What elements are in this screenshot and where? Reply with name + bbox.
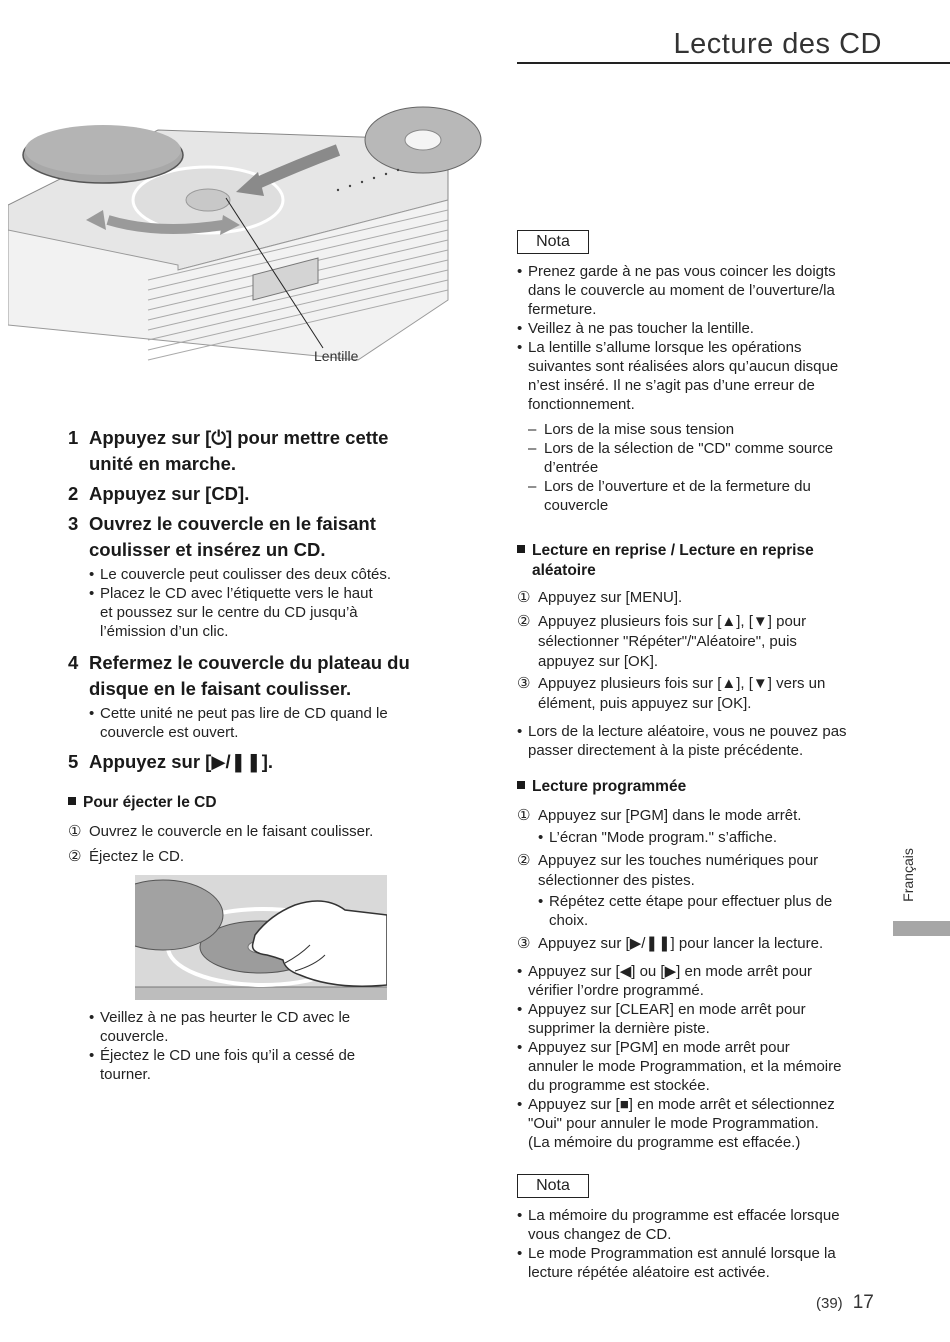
bullet-item: • Veillez à ne pas toucher la lentille. (517, 319, 897, 338)
eject-step-1: ① Ouvrez le couvercle en le faisant coulisser. (68, 823, 374, 840)
step-3-notes (89, 565, 429, 641)
bullet-continuation: passer directement à la piste précédente. (528, 742, 804, 759)
step-2 (68, 481, 488, 507)
header-rule (517, 62, 950, 64)
step-text: disque en le faisant coulisser. (89, 678, 352, 699)
step-text: Appuyez sur [CD]. (89, 483, 250, 504)
eject-illustration (135, 875, 387, 1000)
language-tab-marker (893, 921, 950, 936)
bullet-continuation: l’émission d’un clic. (100, 623, 229, 640)
bullet-continuation: fermeture. (528, 301, 597, 318)
step-number: 1 (68, 427, 79, 448)
bullet-item: • Cette unité ne peut pas lire de CD quand le (89, 704, 429, 723)
bullet-continuation: (La mémoire du programme est effacée.) (528, 1134, 801, 1151)
bullet-continuation: lecture répétée aléatoire est activée. (528, 1264, 770, 1281)
bullet-item: • La lentille s’allume lorsque les opérations (517, 338, 897, 357)
repeat-step-2: ② Appuyez plusieurs fois sur [▲], [▼] pour sélectionner "Répéter"/"Aléatoire", puis appuyez sur [OK]. (517, 613, 807, 670)
step-text: Appuyez sur [⏻] pour mettre cette (89, 427, 389, 448)
nota-label: Nota (517, 1174, 589, 1198)
lens-label: Lentille (314, 348, 359, 364)
repeat-step-3: ③ Appuyez plusieurs fois sur [▲], [▼] vers un élément, puis appuyez sur [OK]. (517, 675, 826, 712)
bullet-item: • Prenez garde à ne pas vous coincer les doigts (517, 262, 897, 281)
dash-item: – Lors de l’ouverture et de la fermeture du (528, 477, 898, 496)
bullet-continuation: supprimer la dernière piste. (528, 1020, 710, 1037)
step-text: Refermez le couvercle du plateau du (89, 652, 410, 673)
bullet-item: • Le couvercle peut coulisser des deux côtés. (89, 565, 429, 584)
bullet-item: • Appuyez sur [PGM] en mode arrêt pour (517, 1038, 897, 1057)
dash-item: – Lors de la mise sous tension (528, 420, 898, 439)
bullet-item: • Appuyez sur [■] en mode arrêt et sélectionnez (517, 1095, 897, 1114)
bullet-continuation: dans le couvercle au moment de l’ouverture/la (528, 282, 835, 299)
bullet-item: • Veillez à ne pas heurter le CD avec le (89, 1008, 429, 1027)
bullet-item: • Lors de la lecture aléatoire, vous ne pouvez pas (517, 722, 897, 741)
program-step-1-note (538, 828, 888, 847)
step-number: 2 (68, 483, 79, 504)
program-step-2-note (538, 892, 888, 930)
bullet-continuation: couvercle est ouvert. (100, 724, 239, 741)
cd-unit-illustration (8, 100, 500, 385)
page-title: Lecture des CD (673, 28, 882, 60)
bullet-continuation: et poussez sur le centre du CD jusqu’à (100, 604, 358, 621)
bullet-continuation: couvercle. (100, 1028, 169, 1045)
nota-2-list (517, 1206, 897, 1282)
eject-notes (89, 1008, 429, 1084)
bullet-item: • Le mode Programmation est annulé lorsque la (517, 1244, 897, 1263)
dash-item: – Lors de la sélection de "CD" comme source (528, 439, 898, 458)
bullet-continuation: fonctionnement. (528, 396, 635, 413)
bullet-continuation: n’est inséré. Il ne s’agit pas d’une erreur de (528, 377, 815, 394)
repeat-note (517, 722, 897, 760)
step-number: 3 (68, 513, 79, 534)
bullet-item: • Éjectez le CD une fois qu’il a cessé de (89, 1046, 429, 1065)
bullet-continuation: vous changez de CD. (528, 1226, 672, 1243)
nota-label: Nota (517, 230, 589, 254)
page-number: (39) 17 (816, 1292, 874, 1313)
bullet-item: • Appuyez sur [CLEAR] en mode arrêt pour (517, 1000, 897, 1019)
step-text: coulisser et insérez un CD. (89, 539, 326, 560)
bullet-item: • Appuyez sur [◀] ou [▶] en mode arrêt pour (517, 962, 897, 981)
step-1 (68, 425, 488, 477)
nota-1-dash-list (528, 420, 898, 515)
dash-continuation: d’entrée (544, 459, 599, 476)
bullet-item: • Placez le CD avec l’étiquette vers le haut (89, 584, 429, 603)
eject-heading: Pour éjecter le CD (68, 794, 217, 812)
bullet-continuation: tourner. (100, 1066, 151, 1083)
step-3 (68, 511, 488, 563)
program-step-1: ① Appuyez sur [PGM] dans le mode arrêt. (517, 807, 802, 824)
bullet-item: • L’écran "Mode program." s’affiche. (538, 828, 888, 847)
program-step-3: ③ Appuyez sur [▶/❚❚] pour lancer la lecture. (517, 935, 824, 952)
bullet-continuation: choix. (549, 912, 589, 929)
bullet-continuation: annuler le mode Programmation, et la mémoire (528, 1058, 842, 1075)
bullet-item: • La mémoire du programme est effacée lorsque (517, 1206, 897, 1225)
eject-step-2: ② Éjectez le CD. (68, 848, 185, 865)
repeat-heading: Lecture en reprise / Lecture en reprise aléatoire (517, 541, 897, 581)
bullet-continuation: "Oui" pour annuler le mode Programmation. (528, 1115, 819, 1132)
program-step-2: ② Appuyez sur les touches numériques pour sélectionner des pistes. (517, 852, 819, 889)
repeat-step-1: ① Appuyez sur [MENU]. (517, 589, 683, 606)
step-text: unité en marche. (89, 453, 237, 474)
dash-continuation: couvercle (544, 497, 609, 514)
bullet-continuation: vérifier l’ordre programmé. (528, 982, 704, 999)
bullet-continuation: suivantes sont réalisées alors qu’aucun disque (528, 358, 839, 375)
bullet-continuation: du programme est stockée. (528, 1077, 710, 1094)
nota-1-list (517, 262, 897, 414)
step-text: Appuyez sur [▶/❚❚]. (89, 751, 273, 772)
program-notes (517, 962, 897, 1152)
step-5 (68, 749, 488, 775)
step-4 (68, 650, 488, 702)
bullet-item: • Répétez cette étape pour effectuer plus de (538, 892, 888, 911)
step-number: 4 (68, 652, 79, 673)
step-text: Ouvrez le couvercle en le faisant (89, 513, 376, 534)
step-number: 5 (68, 751, 79, 772)
language-tab-label: Français (900, 848, 916, 902)
step-4-notes (89, 704, 429, 742)
program-heading: Lecture programmée (517, 778, 686, 796)
